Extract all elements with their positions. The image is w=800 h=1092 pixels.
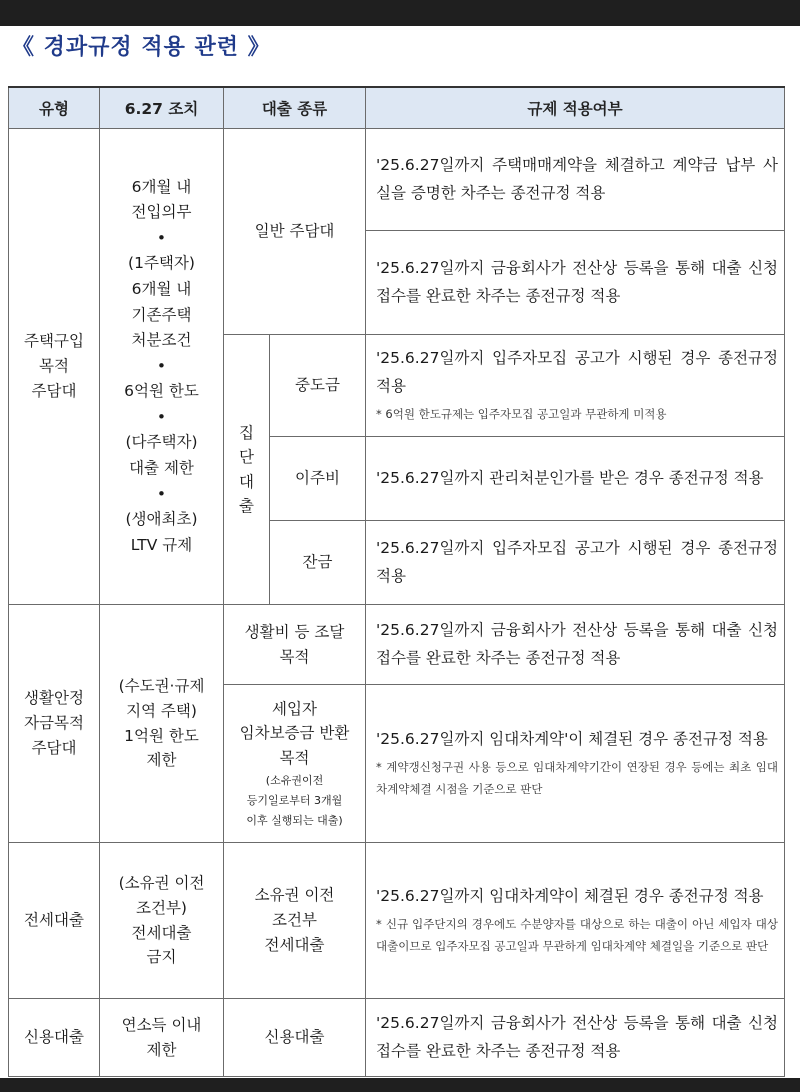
measure-jeonse: (소유권 이전 조건부) 전세대출 금지	[100, 843, 224, 999]
table-row	[9, 999, 785, 1077]
header-row	[9, 87, 785, 129]
loan-general: 일반 주담대	[224, 129, 366, 335]
loan-jeonse: 소유권 이전 조건부 전세대출	[224, 843, 366, 999]
loan-balance: 잔금	[270, 521, 366, 605]
table-row	[9, 605, 785, 685]
loan-living-cost: 생활비 등 조달 목적	[224, 605, 366, 685]
bottom-window-bar	[0, 1078, 800, 1092]
header-loan-kind: 대출 종류	[224, 87, 366, 129]
header-measure: 6.27 조치	[100, 87, 224, 129]
measure-housing: 6개월 내 전입의무 • (1주택자) 6개월 내 기존주택 처분조건 • 6억원 한도 • (다주택자) 대출 제한 • (생애최초) LTV 규제	[100, 129, 224, 605]
rule-living-cost: '25.6.27일까지 금융회사가 전산상 등록을 통해 대출 신청접수를 완료한 차주는 종전규정 적용	[366, 605, 785, 685]
rule-jeonse	[366, 843, 785, 999]
measure-living: (수도권·규제 지역 주택) 1억원 한도 제한	[100, 605, 224, 843]
table-row	[9, 129, 785, 231]
header-applicability: 규제 적용여부	[366, 87, 785, 129]
loan-credit: 신용대출	[224, 999, 366, 1077]
rule-middle-text: '25.6.27일까지 입주자모집 공고가 시행된 경우 종전규정 적용	[376, 349, 779, 395]
type-jeonse: 전세대출	[9, 843, 100, 999]
measure-credit: 연소득 이내 제한	[100, 999, 224, 1077]
rule-tenant	[366, 685, 785, 843]
loan-relocation: 이주비	[270, 437, 366, 521]
note-middle: * 6억원 한도규제는 입주자모집 공고일과 무관하게 미적용	[376, 406, 667, 421]
loan-tenant-deposit	[224, 685, 366, 843]
table-row	[9, 843, 785, 999]
rule-credit: '25.6.27일까지 금융회사가 전산상 등록을 통해 대출 신청접수를 완료한 차주는 종전규정 적용	[366, 999, 785, 1077]
rule-tenant-text: '25.6.27일까지 임대차계약'이 체결된 경우 종전규정 적용	[376, 730, 768, 749]
header-type: 유형	[9, 87, 100, 129]
rule-middle-payment	[366, 335, 785, 437]
transition-rules-table	[8, 86, 785, 1077]
rule-relocation: '25.6.27일까지 관리처분인가를 받은 경우 종전규정 적용	[366, 437, 785, 521]
note-jeonse: * 신규 입주단지의 경우에도 수분양자를 대상으로 하는 대출이 아닌 세입자 대상 대출이므로 입주자모집 공고일과 무관하게 임대차계약 체결일을 기준으로 판단	[376, 917, 779, 954]
rule-jeonse-text: '25.6.27일까지 임대차계약이 체결된 경우 종전규정 적용	[376, 887, 764, 906]
top-window-bar	[0, 0, 800, 26]
loan-tenant-condition: (소유권이전 등기일로부터 3개월 이후 실행되는 대출)	[246, 774, 343, 827]
loan-tenant-main: 세입자 임차보증금 반환 목적	[239, 699, 350, 768]
type-living: 생활안정 자금목적 주담대	[9, 605, 100, 843]
rule-general-1: '25.6.27일까지 주택매매계약을 체결하고 계약금 납부 사실을 증명한 차주는 종전규정 적용	[366, 129, 785, 231]
note-tenant: * 계약갱신청구권 사용 등으로 임대차계약기간이 연장된 경우 등에는 최초 임대차계약체결 시점을 기준으로 판단	[376, 760, 779, 797]
loan-group: 집 단 대 출	[224, 335, 270, 605]
rule-balance: '25.6.27일까지 입주자모집 공고가 시행된 경우 종전규정 적용	[366, 521, 785, 605]
type-housing: 주택구입 목적 주담대	[9, 129, 100, 605]
loan-middle-payment: 중도금	[270, 335, 366, 437]
page-title: 《 경과규정 적용 관련 》	[12, 35, 271, 60]
type-credit: 신용대출	[9, 999, 100, 1077]
rule-general-2: '25.6.27일까지 금융회사가 전산상 등록을 통해 대출 신청접수를 완료한 차주는 종전규정 적용	[366, 231, 785, 335]
